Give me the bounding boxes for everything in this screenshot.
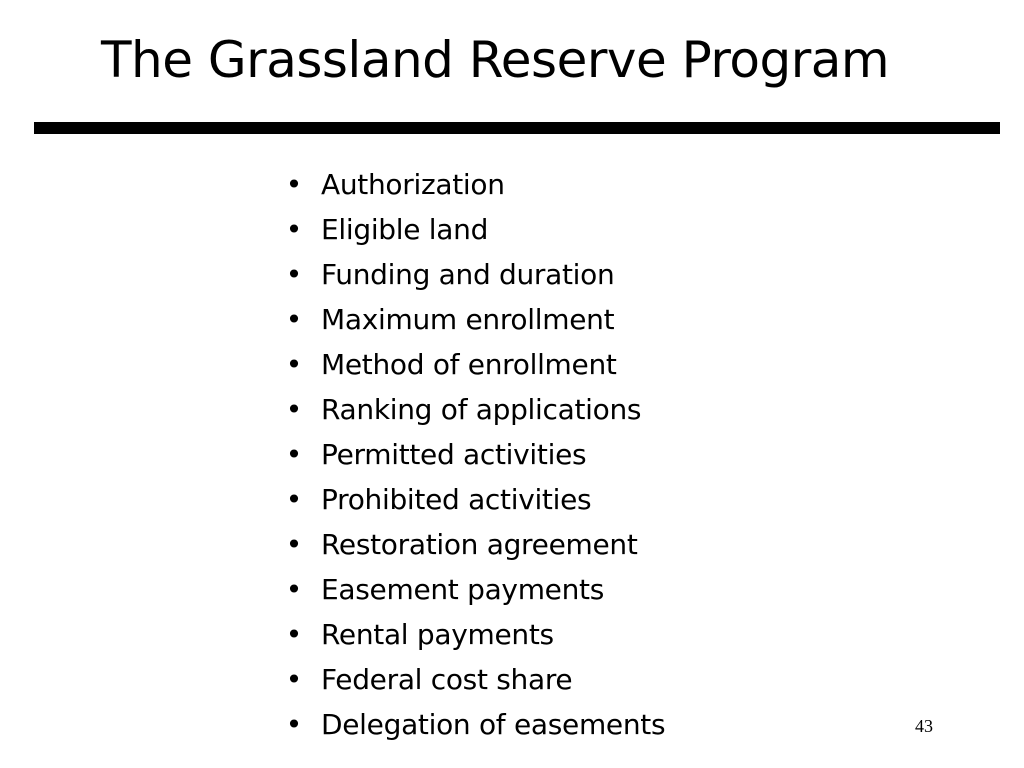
bullet-icon: • [285, 168, 303, 201]
bullet-icon: • [285, 213, 303, 246]
bullet-icon: • [285, 663, 303, 696]
bullet-icon: • [285, 393, 303, 426]
bullet-text: Easement payments [321, 573, 605, 606]
bullet-text: Federal cost share [321, 663, 573, 696]
bullet-text: Restoration agreement [321, 528, 638, 561]
page-number: 43 [915, 716, 933, 736]
bullet-icon: • [285, 483, 303, 516]
bullet-icon: • [285, 573, 303, 606]
title-divider [34, 122, 1000, 134]
bullet-icon: • [285, 528, 303, 561]
bullet-icon: • [285, 303, 303, 336]
bullet-text: Eligible land [321, 213, 489, 246]
bullet-text: Authorization [321, 168, 505, 201]
bullet-text: Delegation of easements [321, 708, 666, 741]
bullet-text: Maximum enrollment [321, 303, 615, 336]
bullet-text: Rental payments [321, 618, 554, 651]
bullet-text: Method of enrollment [321, 348, 617, 381]
bullet-icon: • [285, 708, 303, 741]
slide-title: The Grassland Reserve Program [101, 31, 890, 89]
bullet-icon: • [285, 618, 303, 651]
bullet-icon: • [285, 438, 303, 471]
bullet-text: Ranking of applications [321, 393, 642, 426]
bullet-icon: • [285, 258, 303, 291]
bullet-icon: • [285, 348, 303, 381]
bullet-text: Permitted activities [321, 438, 587, 471]
bullet-text: Prohibited activities [321, 483, 592, 516]
bullet-text: Funding and duration [321, 258, 615, 291]
